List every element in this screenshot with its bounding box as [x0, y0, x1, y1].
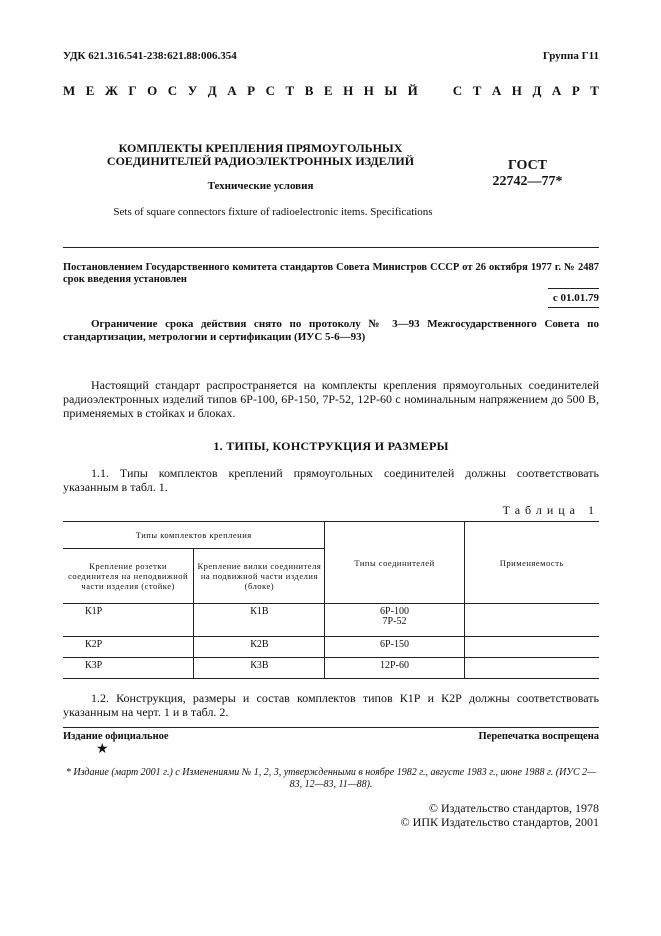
standard-banner — [63, 83, 599, 99]
table-row — [63, 604, 599, 637]
banner-letter: Д — [207, 83, 217, 98]
banner-letter: Н — [363, 83, 374, 98]
star-icon: ★ — [96, 742, 109, 757]
table-cell — [464, 637, 599, 658]
banner-letter: Г — [128, 83, 137, 98]
table-cell — [325, 604, 464, 637]
banner-letter: Й — [407, 83, 418, 98]
title-line-1: КОМПЛЕКТЫ КРЕПЛЕНИЯ ПРЯМОУГОЛЬНЫХ — [118, 141, 403, 155]
banner-letter: Е — [323, 83, 333, 98]
reprint-notice: Перепечатка воспрещена — [478, 731, 599, 742]
connector-type: 6Р-100 — [380, 606, 409, 617]
banner-letter: Р — [571, 83, 580, 98]
udk-code: УДК 621.316.541-238:621.88:006.354 — [63, 50, 237, 62]
table-col-applicability: Применяемость — [464, 522, 599, 604]
table-cell: К2В — [194, 637, 325, 658]
banner-letter: В — [304, 83, 314, 98]
table-group-header: Типы комплектов крепления — [63, 522, 325, 549]
gost-designation — [470, 158, 585, 190]
banner-letter: Н — [343, 83, 354, 98]
table-cell: 12Р-60 — [325, 658, 464, 679]
table-col-connectors: Типы соединителей — [325, 522, 464, 604]
banner-letter: М — [63, 83, 76, 98]
table-row — [63, 637, 599, 658]
banner-letter: Д — [532, 83, 542, 98]
banner-letter: Е — [85, 83, 95, 98]
banner-letter: А — [227, 83, 237, 98]
banner-letter: С — [452, 83, 463, 98]
table-caption: Таблица 1 — [502, 503, 599, 517]
banner-letter: Т — [590, 83, 599, 98]
banner-letter: С — [167, 83, 178, 98]
document-subtitle: Технические условия — [207, 180, 314, 192]
banner-letter: Н — [511, 83, 522, 98]
banner-letter: О — [147, 83, 158, 98]
banner-gap — [428, 83, 442, 99]
intro-paragraph: Настоящий стандарт распространяется на комплекты крепления прямоугольных соединителей радиоэлектронных изделий типов 6Р-100, 6Р-150, 7Р-52, 12Р-60 с номинальным напряжением до 500 В, применяемых в стойках и блоках. — [63, 378, 599, 420]
english-title: Sets of square connectors fixture of radioelectronic items. Specifications — [113, 206, 433, 218]
connector-type: 7Р-52 — [382, 616, 407, 627]
banner-letter: У — [187, 83, 198, 98]
table-cell: К1Р — [85, 606, 103, 617]
table-cell: 6Р-150 — [325, 637, 464, 658]
banner-letter: С — [265, 83, 275, 98]
gost-label: ГОСТ — [507, 158, 548, 173]
table-cell: К3В — [194, 658, 325, 679]
date-underline — [548, 288, 599, 289]
banner-letter: Т — [472, 83, 482, 98]
official-edition: Издание официальное — [63, 731, 169, 742]
divider — [63, 247, 599, 248]
section-heading: 1. ТИПЫ, КОНСТРУКЦИЯ И РАЗМЕРЫ — [213, 439, 449, 453]
table-cell: К1В — [194, 604, 325, 637]
banner-letter: Р — [247, 83, 256, 98]
effective-date: с 01.01.79 — [552, 292, 599, 304]
banner-letter: А — [491, 83, 502, 98]
table-cell: К2Р — [63, 637, 194, 658]
title-line-2: СОЕДИНИТЕЛЕЙ РАДИОЭЛЕКТРОННЫХ ИЗДЕЛИЙ — [106, 154, 415, 168]
restriction-text: Ограничение срока действия снято по протоколу № 3—93 Межгосударственного Совета по стандартизации, метрологии и сертификации (ИУС 5-6—93) — [63, 318, 599, 343]
copyright-2001: © ИПК Издательство стандартов, 2001 — [400, 815, 599, 829]
date-underline — [548, 307, 599, 308]
banner-letter: Т — [285, 83, 295, 98]
banner-letter: Ы — [384, 83, 398, 98]
table-cell — [464, 604, 599, 637]
footer-divider — [63, 727, 599, 728]
decree-text: Постановлением Государственного комитета стандартов Совета Министров СССР от 26 октября 1977 г. № 2487 срок введения установлен — [63, 262, 599, 285]
table-1 — [63, 521, 599, 679]
group-code: Группа Г11 — [542, 50, 599, 62]
table-cell: К3Р — [63, 658, 194, 679]
copyright-1978: © Издательство стандартов, 1978 — [428, 801, 599, 815]
paragraph-1-1: 1.1. Типы комплектов креплений прямоугольных соединителей должны соответствовать указанным в табл. 1. — [63, 466, 599, 494]
gost-number: 22742—77* — [492, 174, 563, 189]
banner-letter: Ж — [104, 83, 118, 98]
banner-letter: А — [551, 83, 562, 98]
edition-note: * Издание (март 2001 г.) с Изменениями № 1, 2, 3, утвержденными в ноябре 1982 г., августе 1983 г., июне 1988 г. (ИУС 2—83, 12—83, 11—88). — [65, 767, 597, 790]
document-title — [63, 142, 458, 168]
table-col-plug: Крепление вилки соединителя на подвижной части изделия (блоке) — [194, 549, 325, 604]
table-col-socket: Крепление розетки соединителя на неподвижной части изделия (стойке) — [63, 549, 194, 604]
table-row — [63, 658, 599, 679]
paragraph-1-2: 1.2. Конструкция, размеры и состав комплектов типов К1Р и К2Р должны соответствовать указанным на черт. 1 и в табл. 2. — [63, 691, 599, 719]
table-cell — [464, 658, 599, 679]
